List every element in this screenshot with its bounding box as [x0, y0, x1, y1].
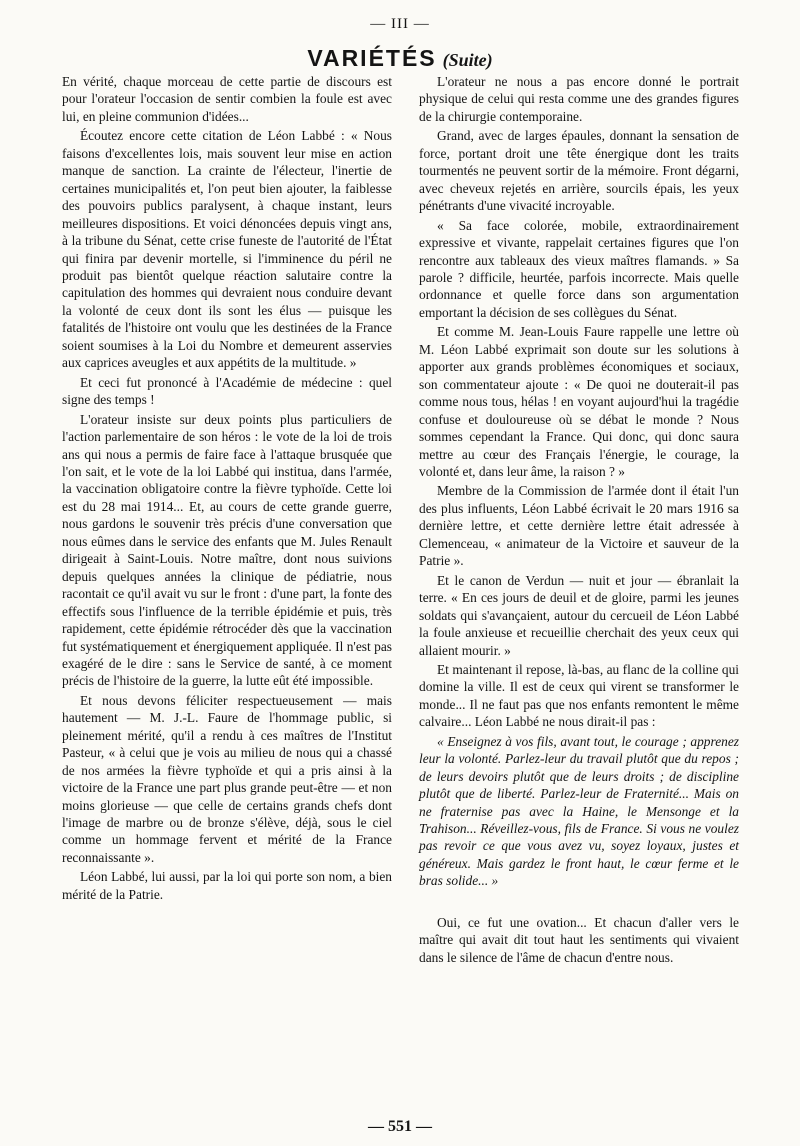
paragraph: Oui, ce fut une ovation... Et chacun d'aller vers le maître qui avait dit tout haut les sentiments qui vivaient dans le silence de l'âme de chacun d'entre nous. — [419, 914, 739, 965]
paragraph: Et maintenant il repose, là-bas, au flanc de la colline qui domine la ville. Il est de ceux qui virent se transformer le monde... Il ne faut pas que nos enfants remontent le même calvaire... Léon Labbé ne nous dirait-il pas : — [419, 661, 739, 730]
paragraph: Écoutez encore cette citation de Léon Labbé : « Nous faisons d'excellentes lois, mais souvent leur mise en action manque de sanction. La crainte de l'électeur, l'inertie de certaines municipalités et, l'on peut bien ajouter, la faiblesse des pouvoirs publics paralysent, à chaque instant, leurs meilleures dispositions. Et voici dénoncées depuis vingt ans, à la tribune du Sénat, cette crise funeste de l'autorité de l'État qui finira par devenir mortelle, si l'imminence du péril ne produit pas bientôt quelque réaction salutaire contre la capitulation des hommes qui devraient nous conduire devant la volonté de ceux dont ils sont les élus — puisque les fatalités de l'histoire ont voulu que les destinées de la France soient soumises à la Loi du Nombre et demeurent asservies aux caprices aveugles et aux appétits de la multitude. » — [62, 128, 392, 371]
roman-page-number: — III — — [370, 16, 430, 32]
paragraph: Membre de la Commission de l'armée dont il était l'un des plus influents, Léon Labbé écrivait le 20 mars 1916 sa dernière lettre, et cette dernière lettre était adressée à Clemenceau, « animateur de la Victoire et sauveur de la Patrie ». — [419, 483, 739, 569]
paragraph: L'orateur insiste sur deux points plus particuliers de l'action parlementaire de son héros : le vote de la loi de trois ans qui nous a permis de faire face à l'attaque brusquée que l'on sait, et le vote de la loi Labbé qui institua, dans l'armée, la vaccination obligatoire contre la fièvre typhoïde. Cette loi est du 28 mai 1914... Et, au cours de cette grande guerre, nous gardons le souvenir très précis d'une conversation que nous eûmes dans le service des enfants que M. Jules Renault dirigeait à Saint-Louis. Notre maître, dont nous suivions depuis quelques années la clinique de pédiatrie, nous racontait ce qu'il avait vu sur le front : d'une part, la fonte des effectifs sous l'influence de la terrible épidémie et puis, très rapidement, cette épidémie rétrocéder dès que la vaccination fut systématiquement et énergiquement appliquée. Il n'est pas exagéré de le dire : sans le Service de santé, à ce moment précis de l'histoire de la guerre, la lutte eût été impossible. — [62, 411, 392, 689]
left-column — [62, 73, 392, 905]
right-column — [419, 73, 739, 968]
paragraph: Et ceci fut prononcé à l'Académie de médecine : quel signe des temps ! — [62, 374, 392, 408]
paragraph: L'orateur ne nous a pas encore donné le portrait physique de celui qui resta comme une des grandes figures de la chirurgie contemporaine. — [419, 74, 739, 124]
paragraph: Léon Labbé, lui aussi, par la loi qui porte son nom, a bien mérité de la Patrie. — [62, 869, 392, 902]
section-subtitle: (Suite) — [442, 50, 493, 70]
section-heading — [0, 43, 800, 77]
paragraph: Et nous devons féliciter respectueusement — mais hautement — M. J.-L. Faure de l'hommage public, si pleinement mérité, qu'il a rendu à ces maîtres de l'Institut Pasteur, « à celui que je vois au milieu de nous qui a chassé de nos armées la fièvre typhoïde et qui a pris ainsi à la victoire de la France une part plus grande peut-être — et non moins glorieuse — que celle de certains grands chefs dont l'image de marbre ou de bronze s'élève, déjà, sous le ciel comme un hommage fervent et mérité de la France reconnaissante ». — [62, 692, 392, 865]
paragraph: En vérité, chaque morceau de cette partie de discours est pour l'orateur l'occasion de sentir combien la foule est avec lui, en pleine communion d'idées... — [62, 74, 392, 124]
paragraph: « Sa face colorée, mobile, extraordinairement expressive et vivante, rappelait certaines figures que l'on rencontre aux tableaux des vieux maîtres flamands. » Sa parole ? difficile, heurtée, parfois incorrecte. Mais quelle ordonnance et quelle force dans son argumentation emportant la décision de ses collègues du Sénat. — [419, 217, 739, 320]
section-title: VARIÉTÉS — [307, 45, 437, 71]
paragraph: Et le canon de Verdun — nuit et jour — ébranlait la terre. « En ces jours de deuil et de gloire, parmi les jeunes soldats qui s'avançaient, autour du cercueil de Léon Labbé la foule anxieuse et recueillie cherchait des yeux ceux qui allaient mourir. » — [419, 572, 739, 658]
paragraph: Et comme M. Jean-Louis Faure rappelle une lettre où M. Léon Labbé exprimait son doute sur les solutions à apporter aux grands problèmes économiques et sociaux, son commentateur ajoute : « De quoi ne douterait-il pas comme nous tous, hélas ! en voyant aujourd'hui la tragédie confuse et douloureuse où se débat le monde ? Nous sommes cependant la France. Qui donc, qui donc saura mettre au cœur des Français l'énergie, le courage, la volonté et, dans leur âme, la raison ? » — [419, 324, 739, 479]
quoted-paragraph: « Enseignez à vos fils, avant tout, le courage ; apprenez leur la volonté. Parlez-leur du travail plutôt que du repos ; de leurs devoirs plutôt que de leurs droits ; de discipline plutôt que de liberté. Parlez-leur de Fraternité... Mais on ne fraternise pas avec la Haine, le Mensonge et la Trahison... Réveillez-vous, fils de France. Si vous ne voulez pas revoir ce que vous avez vu, soyez loyaux, justes et généreux. Mais gardez le front haut, le cœur ferme et le bras solide... » — [419, 733, 739, 889]
paragraph: Grand, avec de larges épaules, donnant la sensation de force, portant droit une tête énergique dont les traits tourmentés ne peuvent sortir de la mémoire. Front dégarni, avec cheveux rejetés en arrière, sourcils épais, les yeux pénétrants d'une vivacité incroyable. — [419, 128, 739, 214]
page-number: — 551 — — [368, 1118, 432, 1135]
